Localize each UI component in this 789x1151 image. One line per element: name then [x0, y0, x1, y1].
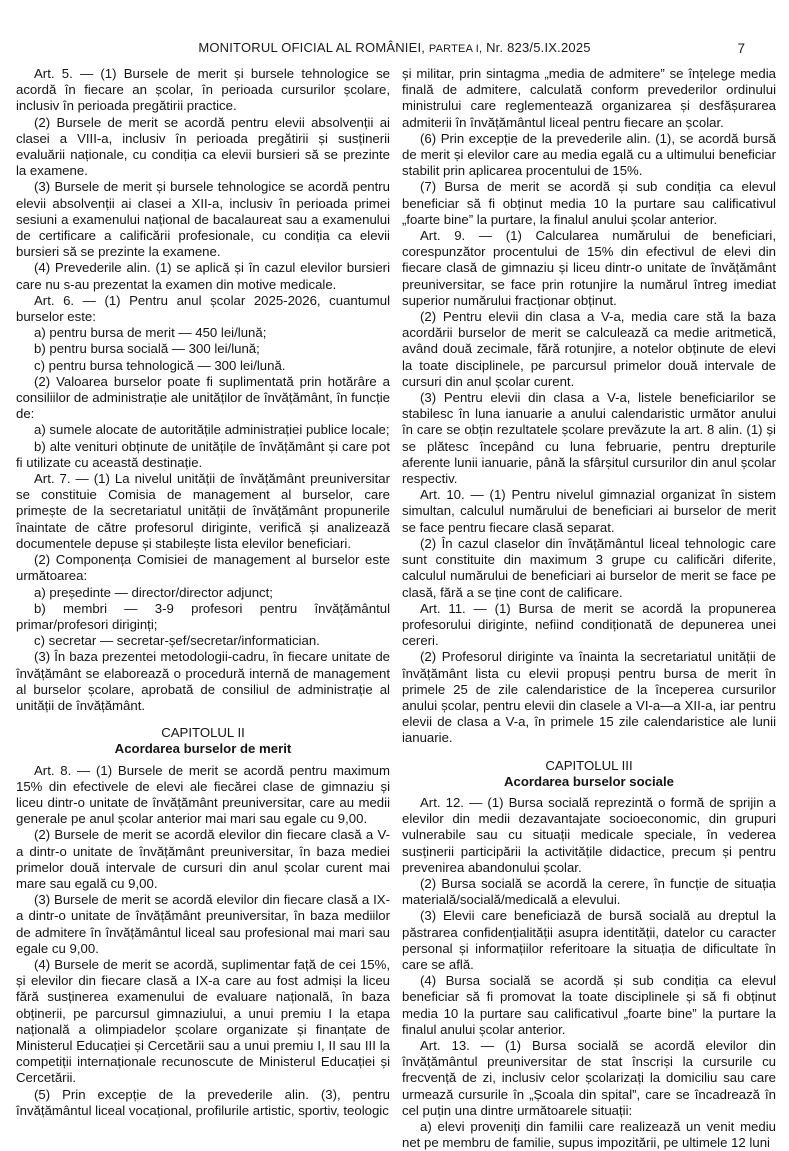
paragraph: (4) Prevederile alin. (1) se aplică și în cazul elevilor bursieri care nu s-au prezentat la examen din motive medicale.	[16, 260, 390, 292]
document-body	[16, 66, 776, 1151]
paragraph: și militar, prin sintagma „media de admitere” se înțelege media finală de admitere, calculată conform prevederilor ordinului ministrului care reglementează organizarea și desfășurarea admiterii în învățământul liceal pentru fiecare an școlar.	[402, 66, 776, 130]
paragraph: Art. 10. — (1) Pentru nivelul gimnazial organizat în sistem simultan, calculul numărului de beneficiari ai burselor de merit se face pentru fiecare clasă separat.	[402, 487, 776, 535]
page-number: 7	[737, 41, 745, 56]
paragraph: (2) În cazul claselor din învățământul liceal tehnologic care sunt constituite din maximum 3 grupe cu calificări diferite, calculul numărului de beneficiari ai burselor de merit se face pe clasă, fără a se ține cont de calificare.	[402, 535, 776, 600]
gazette-title-part: PARTEA I,	[428, 43, 483, 55]
paragraph: (5) Prin excepție de la prevederile alin. (3), pentru învățământul liceal vocațional, profilurile artistic, sportiv, teologic	[16, 1086, 390, 1118]
paragraph: (3) Elevii care beneficiază de bursă socială au dreptul la păstrarea confidențialității asupra identității, datelor cu caracter personal și informațiilor referitoare la situația de dificultate în care se află.	[402, 908, 776, 972]
paragraph: Art. 13. — (1) Bursa socială se acordă elevilor din învățământul preuniversitar de stat înscriși la cursurile cu frecvență de zi, inclusiv celor școlarizați la domiciliu sau care urmează cursurile în „Școala din spital”, care se încadrează în cel puțin una dintre următoarele situații:	[402, 1037, 776, 1118]
paragraph: b) pentru bursa socială — 300 lei/lună;	[34, 341, 260, 357]
paragraph: (3) În baza prezentei metodologii-cadru, în fiecare unitate de învățământ se elaborează o procedură internă de management al burselor școlare, aprobată de consiliul de administrație al unității de învățământ.	[16, 649, 390, 713]
paragraph: (6) Prin excepție de la prevederile alin. (1), se acordă bursă de merit și elevilor care au media egală cu a ultimului beneficiar stabilit prin aplicarea procentului de 15%.	[402, 130, 776, 179]
paragraph: b) membri — 3-9 profesori pentru învățământul primar/profesori diriginți;	[16, 600, 390, 632]
chapter-heading: CAPITOLUL II	[161, 725, 245, 741]
paragraph: c) secretar — secretar-șef/secretar/informatician.	[34, 633, 320, 649]
paragraph: (4) Bursa socială se acordă și sub condiția ca elevul beneficiar să fi promovat la toate disciplinele și să fi obținut media 10 la purtare sau calificativul „foarte bine” la purtare la finalul anului școlar anterior.	[402, 973, 776, 1037]
paragraph: (2) Bursele de merit se acordă pentru elevii absolvenții ai clasei a VIII-a, inclusiv în perioada pregătirii și susținerii evaluării naționale, cu condiția ca elevii bursieri să se prezinte la examene.	[16, 114, 390, 179]
paragraph: Art. 11. — (1) Bursa de merit se acordă la propunerea profesorului diriginte, nefiind condiționată de depunerea unei cereri.	[402, 600, 776, 649]
paragraph: a) pentru bursa de merit — 450 lei/lună;	[34, 325, 267, 341]
paragraph: (7) Bursa de merit se acordă și sub condiția ca elevul beneficiar să fi obținut media 10 la purtare sau calificativul „foarte bine” la purtare, la finalul anului școlar anterior.	[402, 179, 776, 227]
paragraph: (3) Bursele de merit se acordă elevilor din fiecare clasă a IX-a dintr-o unitate de învățământ preuniversitar, în baza mediilor de admitere în învățământul liceal sau profesional mai mari sau egale cu 9,00.	[16, 892, 390, 956]
gazette-title	[0, 40, 789, 55]
left-column	[16, 66, 390, 1151]
paragraph: Art. 5. — (1) Bursele de merit și bursele tehnologice se acordă în fiecare an școlar, în perioada cursurilor școlare, inclusiv în perioada pregătirii practice.	[16, 66, 390, 114]
paragraph: Art. 6. — (1) Pentru anul școlar 2025-2026, cuantumul burselor este:	[16, 292, 390, 325]
gazette-title-number: Nr. 823/5.IX.2025	[486, 40, 591, 55]
paragraph: (2) Profesorul diriginte va înainta la secretariatul unității de învățământ lista cu elevii propuși pentru bursa de merit în primele 25 de zile calendaristice de la începerea cursurilor anului școlar, pentru elevii din clasele a VI-a—a XII-a, iar pentru elevii de clasa a V-a, în primele 15 zile calendaristice ale lunii ianuarie.	[402, 649, 776, 746]
right-column	[402, 66, 776, 1151]
paragraph: Art. 7. — (1) La nivelul unității de învățământ preuniversitar se constituie Comisia de management al burselor, care primește de la secretariatul unității de învățământ propunerile înaintate de către profesorul diriginte, verifică și analizează documentele depuse și stabilește lista elevilor beneficiari.	[16, 471, 390, 551]
chapter-subheading: Acordarea burselor de merit	[114, 741, 292, 757]
paragraph: Art. 8. — (1) Bursele de merit se acordă pentru maximum 15% din efectivele de elevi ale fiecărei clase de gimnaziu și liceu dintr-o unitate de învățământ preuniversitar, care au medii generale pe anul școlar anterior mai mari sau egale cu 9,00.	[16, 762, 390, 827]
chapter-heading: CAPITOLUL III	[545, 757, 633, 773]
paragraph: Art. 9. — (1) Calcularea numărului de beneficiari, corespunzător procentului de 15% din efectivul de elevi din fiecare clasă de gimnaziu și liceu dintr-o unitate de învățământ preuniversitar, se face prin rotunjire la numărul întreg imediat superior numărului fracționar obținut.	[402, 228, 776, 308]
paragraph: (2) Componența Comisiei de management al burselor este următoarea:	[16, 552, 390, 584]
paragraph: Art. 12. — (1) Bursa socială reprezintă o formă de sprijin a elevilor din medii dezavantajate socioeconomic, din grupuri vulnerabile sau cu situații medicale speciale, în vederea susținerii participării la activitățile didactice, precum și pentru prevenirea abandonului școlar.	[402, 794, 776, 875]
paragraph: (2) Valoarea burselor poate fi suplimentată prin hotărâre a consiliilor de administrație ale unităților de învățământ, în funcție de:	[16, 373, 390, 422]
paragraph: (2) Pentru elevii din clasa a V-a, media care stă la baza acordării burselor de merit se calculează ca medie aritmetică, având două zecimale, fără rotunjire, a notelor obținute de elevi la toate disciplinele, pe parcursul primelor două intervale de cursuri din anul școlar curent.	[402, 309, 776, 389]
paragraph: (3) Bursele de merit și bursele tehnologice se acordă pentru elevii absolvenții ai clasei a XII-a, inclusiv în perioada primei sesiuni a examenului național de bacalaureat sau a examenului de certificare a calificării profesionale, cu condiția ca elevii bursieri să se prezinte la examene.	[16, 179, 390, 260]
chapter-subheading: Acordarea burselor sociale	[503, 773, 675, 789]
paragraph: a) elevi proveniți din familii care realizează un venit mediu net pe membru de familie, supus impozitării, pe ultimele 12 luni	[402, 1119, 776, 1151]
paragraph: (2) Bursele de merit se acordă elevilor din fiecare clasă a V-a dintr-o unitate de învățământ preuniversitar, în baza mediei primelor două intervale de cursuri din anul școlar curent mai mare sau egală cu 9,00.	[16, 827, 390, 891]
paragraph: a) președinte — director/director adjunct;	[34, 584, 273, 600]
paragraph: c) pentru bursa tehnologică — 300 lei/lună.	[34, 357, 286, 373]
paragraph: (4) Bursele de merit se acordă, suplimentar față de cei 15%, și elevilor din fiecare clasă a IX-a care au fost admiși la liceu fără susținerea examenului de evaluare națională, în baza obținerii, pe parcursul gimnaziului, a unui premiu I la etapa națională a olimpiadelor școlare organizate și finanțate de Ministerul Educației și Cercetării sau a unui premiu I, II sau III la competiții internaționale recunoscute de Ministerul Educației și Cercetării.	[16, 956, 390, 1086]
paragraph: a) sumele alocate de autoritățile administrației publice locale;	[34, 422, 390, 438]
gazette-title-main: MONITORUL OFICIAL AL ROMÂNIEI,	[198, 40, 426, 55]
paragraph: (3) Pentru elevii din clasa a V-a, listele beneficiarilor se stabilesc în luna ianuarie a anului calendaristic următor anului în care se obțin rezultatele școlare prevăzute la art. 8 alin. (1) și se plătesc începând cu luna februarie, pentru drepturile aferente lunii ianuarie, până la sfârșitul cursurilor din anul școlar respectiv.	[402, 390, 776, 487]
page-header	[0, 40, 789, 58]
paragraph: b) alte venituri obținute de unitățile de învățământ și care pot fi utilizate cu această destinație.	[16, 438, 390, 470]
paragraph: (2) Bursa socială se acordă la cerere, în funcție de situația materială/socială/medicală a elevului.	[402, 875, 776, 908]
